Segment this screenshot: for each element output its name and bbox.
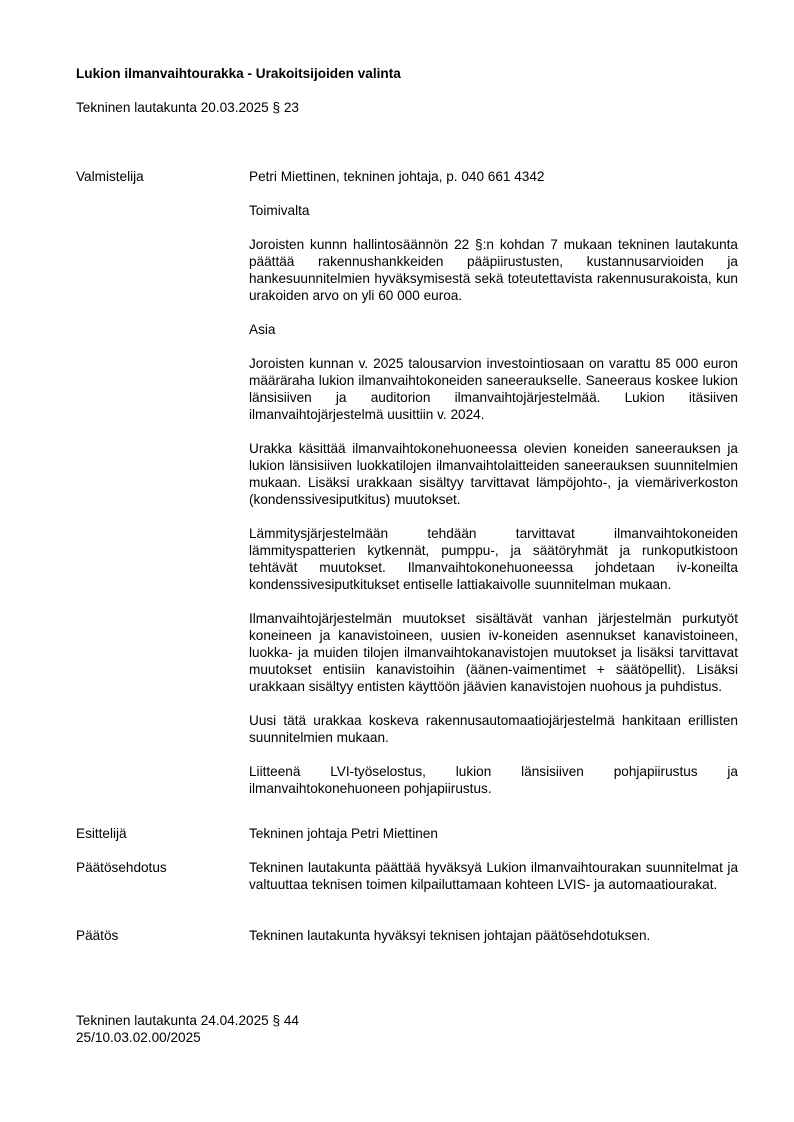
asia-paragraph: Joroisten kunnan v. 2025 talousarvion investointiosaan on varattu 85 000 euron määräraha lukion ilmanvaihtokoneiden saneeraukselle. Saneeraus koskee lukion länsisiiven ja auditorion ilmanvaihtojärjestelmää. Lukion itäsiiven ilmanvaihtojärjestelmä uusittiin v. 2024. bbox=[249, 356, 738, 422]
footer-document-number: 25/10.03.02.00/2025 bbox=[76, 1030, 201, 1045]
footer-meeting-reference: Tekninen lautakunta 24.04.2025 § 44 bbox=[76, 1013, 299, 1028]
document-title: Lukion ilmanvaihtourakka - Urakoitsijoiden valinta bbox=[76, 66, 401, 81]
asia-paragraph: Urakka käsittää ilmanvaihtokonehuoneessa olevien koneiden saneerauksen ja lukion länsisiiven luokkatilojen ilmanvaihtolaitteiden saneerauksen suunnitelmien mukaan. Lisäksi urakkaan sisältyy tarvittavat lämpöjohto-, ja viemäriverkoston (kondenssivesiputkitus) muutokset. bbox=[249, 441, 738, 507]
valmistelija-label: Valmistelija bbox=[76, 169, 144, 184]
esittelija-text: Tekninen johtaja Petri Miettinen bbox=[249, 826, 438, 841]
asia-paragraph: Liitteenä LVI-työselostus, lukion länsisiiven pohjapiirustus ja ilmanvaihtokonehuoneen pohjapiirustus. bbox=[249, 764, 738, 796]
asia-paragraph: Lämmitysjärjestelmään tehdään tarvittavat ilmanvaihtokoneiden lämmityspatterien kytkennät, pumppu-, ja säätöryhmät ja runkoputkistoon tehtävät muutokset. Ilmanvaihtokonehuoneessa johdetaan iv-koneilta kondenssivesiputkitukset entiselle lattiakaivolle suunnitelman mukaan. bbox=[249, 526, 738, 592]
valmistelija-content bbox=[249, 168, 738, 814]
meeting-reference: Tekninen lautakunta 20.03.2025 § 23 bbox=[76, 100, 299, 115]
preparer-name: Petri Miettinen, tekninen johtaja, p. 040 661 4342 bbox=[249, 169, 545, 184]
footer bbox=[76, 1012, 299, 1046]
asia-heading: Asia bbox=[249, 322, 276, 337]
esittelija-label: Esittelijä bbox=[76, 826, 127, 841]
paatos-label: Päätös bbox=[76, 928, 119, 943]
paatosehdotus-text: Tekninen lautakunta päättää hyväksyä Lukion ilmanvaihtourakan suunnitelmat ja valtuuttaa teknisen toimen kilpailuttamaan kohteen LVIS- ja automaatiourakat. bbox=[249, 860, 738, 892]
toimivalta-heading: Toimivalta bbox=[249, 203, 310, 218]
asia-paragraph: Ilmanvaihtojärjestelmän muutokset sisältävät vanhan järjestelmän purkutyöt koneineen ja kanavistoineen, uusien iv-koneiden asennukset kanavistoineen, luokka- ja muiden tilojen ilmanvaihtokanavistojen muutokset ja lisäksi tarvittavat muutokset entisiin kanavistoihin (äänen-vaimentimet + säätöpellit). Lisäksi urakkaan sisältyy entisten käyttöön jäävien kanavistojen nuohous ja puhdistus. bbox=[249, 611, 738, 694]
toimivalta-text: Joroisten kunnn hallintosäännön 22 §:n kohdan 7 mukaan tekninen lautakunta päättää rakennushankkeiden pääpiirustusten, kustannusarvioiden ja hankesuunnitelmien hyväksymisestä sekä toteutettavista rakennusurakoista, kun urakoiden arvo on yli 60 000 euroa. bbox=[249, 237, 738, 303]
paatos-text: Tekninen lautakunta hyväksyi teknisen johtajan päätösehdotuksen. bbox=[249, 928, 651, 943]
paatosehdotus-label: Päätösehdotus bbox=[76, 860, 167, 875]
asia-paragraph: Uusi tätä urakkaa koskeva rakennusautomaatiojärjestelmä hankitaan erillisten suunnitelmien mukaan. bbox=[249, 713, 738, 745]
